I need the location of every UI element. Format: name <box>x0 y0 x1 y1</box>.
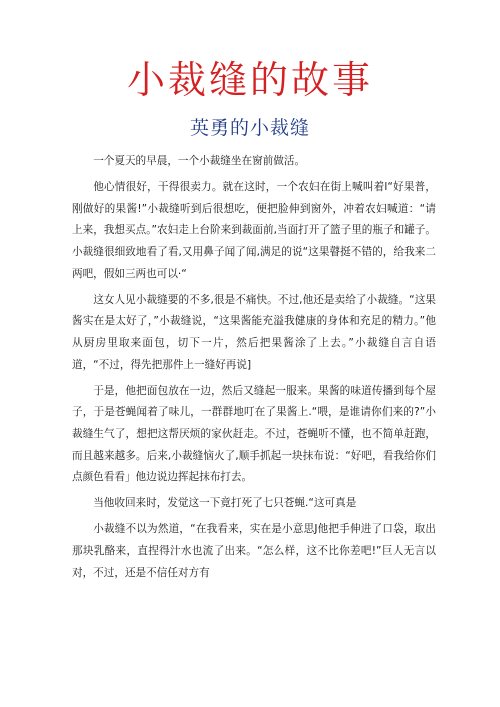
paragraph: 一个夏天的早晨，一个小裁缝坐在窗前做活。 <box>93 155 306 167</box>
paragraph: 于是，他把面包放在一边，然后又缝起一服来。果酱的味道传播到每个屋子，于是苍蝇闻着了味儿，一群群地叮在了果酱上.“喂，是谁请你们来的?”小裁缝生气了，想把这帮厌烦的家伙赶走。不过，苍蝇听不懂，也不简单赶跑，而且越来越多。后来,小裁缝恼火了,顺手抓起一块抹布说：“好吧，看我给你们点颜色看看」他边说边挥起抹布打去。 <box>72 384 436 484</box>
paragraph: 小裁缝不以为然道，“在我看来，实在是小意思J他把手伸进了口袋，取出那块乳酪来，直捏得汁水也流了出来。“怎么样，这不比你差吧!”巨人无言以对，不过，还是不信任对方有 <box>72 523 436 579</box>
paragraph: 这女人见小裁缝要的不多,很是不痛快。不过,他还是卖给了小裁缝。“这果酱实在是太好了，”小裁缝说，“这果酱能充溢我健康的身体和充足的精力。”他从厨房里取来面包，切下一片，然后把果酱涂了上去。”小裁缝自言自语道，“不过，得先把那件上一缝好再说] <box>72 293 436 371</box>
paragraph: 他心情很好，干得很卖力。就在这时，一个农妇在街上喊叫着l“好果普，刚做好的果酱!”小裁缝听到后很想吃，便把脸伸到窗外，冲着农妇喊道：“请上来，我想买点。”农妇走上台阶来到裁面前,当面打开了篮子里的瓶子和罐子。小裁缝很细致地看了看,又用鼻子闻了闻,满足的说“这果瞽挺不错的，给我来二两吧，假如三两也可以·“ <box>72 181 436 280</box>
paragraph: 当他收回来时，发觉这一下竟打死了七只苍蝇.“这可真是 <box>93 497 357 510</box>
document-body <box>72 151 436 589</box>
document-title: 小裁缝的故事 <box>126 58 373 102</box>
document-subtitle: 英勇的小裁缝 <box>189 117 310 139</box>
